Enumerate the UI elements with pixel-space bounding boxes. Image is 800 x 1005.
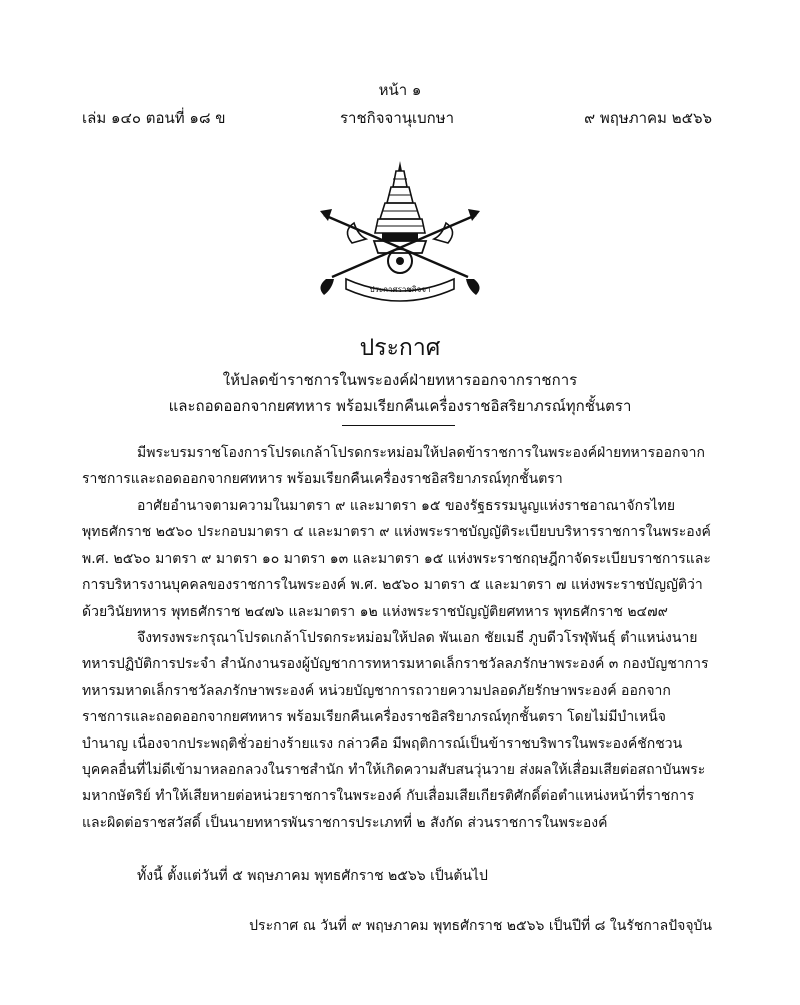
publication-name: ราชกิจจานุเบกษา [340, 109, 455, 127]
paragraph-legal-basis: อาศัยอำนาจตามความในมาตรา ๙ และมาตรา ๑๕ ของรัฐธรรมนูญแห่งราชอาณาจักรไทย พุทธศักราช ๒๕๖๐ ประกอบมาตรา ๔ และมาตรา ๙ แห่งพระราชบัญญัติระเบียบบริหารราชการในพระองค์ พ.ศ. ๒๕๖๐ มาตรา ๙ มาตรา ๑๐ มาตรา ๑๓ และมาตรา ๑๕ แห่งพระราชกฤษฎีกาจัดระเบียบราชการและการบริหารงานบุคคลของราชการในพระองค์ พ.ศ. ๒๕๖๐ มาตรา ๕ และมาตรา ๗ แห่งพระราชบัญญัติว่าด้วยวินัยทหาร พุทธศักราช ๒๔๗๖ และมาตรา ๑๒ แห่งพระราชบัญญัติยศทหาร พุทธศักราช ๒๔๗๙ [82, 498, 711, 620]
emblem-ribbon-text: ประกาศราชกิจจา [369, 285, 431, 294]
announcement-title: ประกาศ [359, 335, 441, 361]
page-number: หน้า ๑ [378, 81, 422, 99]
gazette-header [82, 106, 712, 128]
announcement-subtitle-1: ให้ปลดข้าราชการในพระองค์ฝ่ายทหารออกจากราชการ [222, 371, 578, 389]
announcement-subtitle-2: และถอดออกจากยศทหาร พร้อมเรียกคืนเครื่องราชอิสริยาภรณ์ทุกชั้นตรา [168, 397, 632, 415]
paragraph-effective-date: ทั้งนี้ ตั้งแต่วันที่ ๕ พฤษภาคม พุทธศักราช ๒๕๖๖ เป็นต้นไป [137, 868, 488, 884]
paragraph-preamble: มีพระบรมราชโองการโปรดเกล้าโปรดกระหม่อมให้ปลดข้าราชการในพระองค์ฝ่ายทหารออกจากราชการและถอดออกจากยศทหาร พร้อมเรียกคืนเครื่องราชอิสริยาภรณ์ทุกชั้นตรา [82, 445, 705, 488]
publication-date: ๙ พฤษภาคม ๒๕๖๖ [584, 109, 712, 127]
volume-issue: เล่ม ๑๔๐ ตอนที่ ๑๘ ข [82, 109, 226, 127]
title-divider [342, 425, 455, 426]
paragraph-order: จึงทรงพระกรุณาโปรดเกล้าโปรดกระหม่อมให้ปลด พันเอก ชัยเมธี ภูบดีวโรฬุพันธุ์ ตำแหน่งนายทหารปฏิบัติการประจำ สำนักงานรองผู้บัญชาการทหารมหาดเล็กราชวัลลภรักษาพระองค์ ๓ กองบัญชาการทหารมหาดเล็กราชวัลลภรักษาพระองค์ หน่วยบัญชาการถวายความปลอดภัยรักษาพระองค์ ออกจากราชการและถอดออกจากยศทหาร พร้อมเรียกคืนเครื่องราชอิสริยาภรณ์ทุกชั้นตรา โดยไม่มีบำเหน็จบำนาญ เนื่องจากประพฤติชั่วอย่างร้ายแรง กล่าวคือ มีพฤติการณ์เป็นข้าราชบริพารในพระองค์ชักชวนบุคคลอื่นที่ไม่ดีเข้ามาหลอกลวงในราชสำนัก ทำให้เกิดความสับสนวุ่นวาย ส่งผลให้เสื่อมเสียต่อสถาบันพระมหากษัตริย์ ทำให้เสียหายต่อหน่วยราชการในพระองค์ กับเสื่อมเสียเกียรติศักดิ์ต่อตำแหน่งหน้าที่ราชการ และผิดต่อราชสวัสดิ์ เป็นนายทหารพันราชการประเภทที่ ๒ สังกัด ส่วนราชการในพระองค์ [82, 630, 709, 831]
closing-date-line: ประกาศ ณ วันที่ ๙ พฤษภาคม พุทธศักราช ๒๕๖๖ เป็นปีที่ ๘ ในรัชกาลปัจจุบัน [249, 918, 712, 934]
